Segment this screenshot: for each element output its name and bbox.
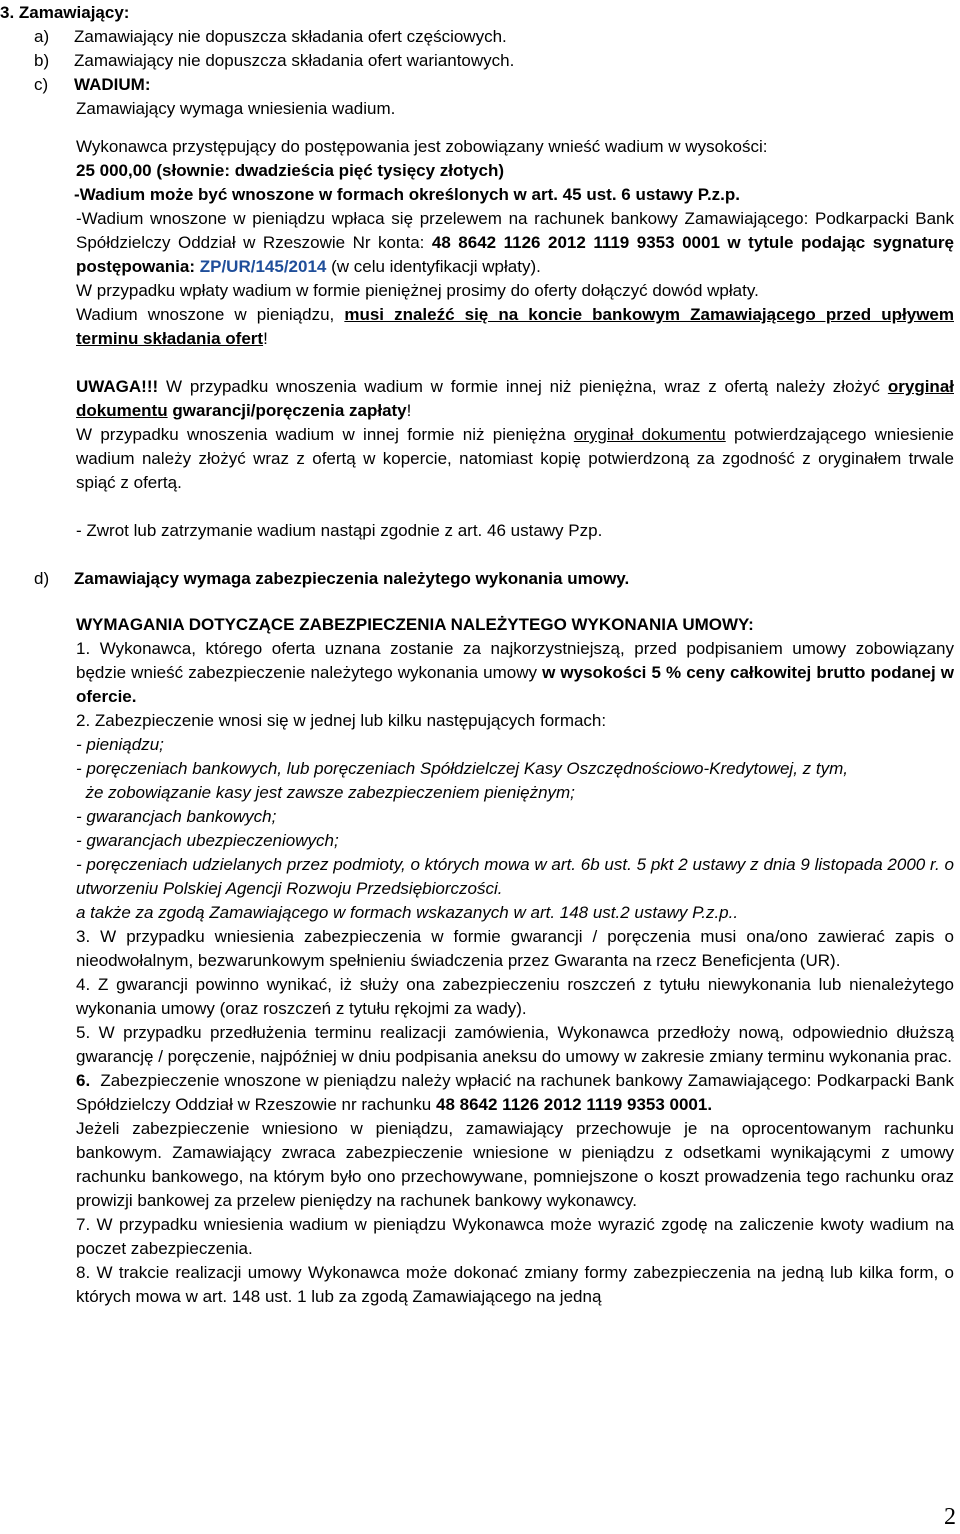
form-bank-sureties: - poręczeniach bankowych, lub poręczeniach Spółdzielczej Kasy Oszczędnościowo-Kredytowej, z tym, [76, 759, 848, 778]
wadium-payment-paragraph [76, 207, 954, 279]
requirements-heading: WYMAGANIA DOTYCZĄCE ZABEZPIECZENIA NALEŻYTEGO WYKONANIA UMOWY: [76, 615, 754, 634]
req-point-6-text: Zabezpieczenie wnoszone w pieniądzu należy wpłacić na rachunek bankowy Zamawiającego: Podkarpacki Bank Spółdzielczy Oddział w Rzeszowie nr rachunku [76, 1071, 959, 1114]
wadium-payment-title-text: w tytule podając sygnaturę postępowania: [76, 233, 954, 276]
req-point-2: 2. Zabezpieczenie wnosi się w jednej lub kilku następujących formach: [76, 711, 607, 730]
req-point-4: 4. Z gwarancji powinno wynikać, iż służy ona zabezpieczeniu roszczeń z tytułu niewykonania lub nienależytego wykonania umowy (oraz roszczeń z tytułu rękojmi za wady). [76, 975, 954, 1018]
uwaga-label: UWAGA!!! [76, 377, 159, 396]
req-point-6-storage: Jeżeli zabezpieczenie wniesiono w pieniądzu, zamawiający przechowuje je na oprocentowanym rachunku bankowym. Zamawiający zwraca zabezpieczenie wniesione w pieniądzu z odsetkami wynikającymi z umowy rachunku bankowego, na którym było ono przechowywane, pomniejszone o koszt prowadzenia tego rachunku oraz prowizji bankowej za przelew pieniędzy na rachunek bankowy wykonawcy. [76, 1119, 954, 1210]
uwaga-guarantee: gwarancji/poręczenia zapłaty [167, 401, 407, 420]
item-a-text: Zamawiający nie dopuszcza składania ofert częściowych. [74, 27, 507, 46]
form-insurance-guarantees: - gwarancjach ubezpieczeniowych; [76, 831, 339, 850]
form-other: a także za zgodą Zamawiającego w formach wskazanych w art. 148 ust.2 ustawy P.z.p.. [76, 903, 739, 922]
wadium-section [0, 97, 954, 543]
requirements-section [0, 613, 959, 1309]
non-cash-original-document: oryginał dokumentu [573, 425, 726, 444]
item-c [0, 73, 954, 97]
wadium-amount-intro: Wykonawca przystępujący do postępowania jest zobowiązany wnieść wadium w wysokości: [76, 137, 768, 156]
uwaga-paragraph [76, 375, 954, 423]
wadium-deadline-text: Wadium wnoszone w pieniądzu, [76, 305, 345, 324]
non-cash-wadium-paragraph [76, 423, 954, 495]
item-d-text: Zamawiający wymaga zabezpieczenia należytego wykonania umowy. [74, 569, 630, 588]
form-bank-guarantees: - gwarancjach bankowych; [76, 807, 277, 826]
req-point-6 [76, 1069, 959, 1117]
item-c-marker: c) [34, 75, 49, 94]
form-cash: - pieniądzu; [76, 735, 164, 754]
req-point-8: 8. W trakcie realizacji umowy Wykonawca może dokonać zmiany formy zabezpieczenia na jedną lub kilka form, o których mowa w art. 148 ust. 1 lub za zgodą Zamawiającego na jedną [76, 1263, 954, 1306]
bank-account-number: 48 8642 1126 2012 1119 9353 0001 [431, 233, 720, 252]
spacer [0, 591, 954, 613]
page-number: 2 [944, 1504, 956, 1530]
form-bank-sureties-note: że zobowiązanie kasy jest zawsze zabezpieczeniem pieniężnym; [76, 783, 575, 802]
req-point-6-account: 48 8642 1126 2012 1119 9353 0001. [436, 1095, 713, 1114]
item-b [0, 49, 954, 73]
item-a-marker: a) [34, 27, 50, 46]
wadium-required: Zamawiający wymaga wniesienia wadium. [76, 99, 396, 118]
wadium-forms: -Wadium może być wnoszone w formach określonych w art. 45 ust. 6 ustawy P.z.p. [74, 185, 740, 204]
req-point-3: 3. W przypadku wniesienia zabezpieczenia w formie gwarancji / poręczenia musi ona/ono zawierać zapis o nieodwołalnym, bezwarunkowym spełnieniu świadczenia przez Gwaranta na rzecz Beneficjenta (UR). [76, 927, 954, 970]
wadium-payment-note: (w celu identyfikacji wpłaty). [326, 257, 541, 276]
spacer [76, 121, 954, 135]
wadium-payment-text: -Wadium wnoszone w pieniądzu wpłaca się przelewem na rachunek bankowy Zamawiającego: Podkarpacki Bank Spółdzielczy Oddział w Rzeszowie Nr konta: [76, 209, 954, 252]
item-d-marker: d) [34, 569, 50, 588]
non-cash-text-2: potwierdzającego wniesienie wadium należy złożyć wraz z ofertą w kopercie, natomiast kopię potwierdzoną za zgodność z oryginałem trwale spiąć z ofertą. [76, 425, 954, 492]
uwaga-original-document: oryginał dokumentu [76, 377, 954, 420]
req-point-6-number: 6. [76, 1071, 91, 1090]
item-d [0, 567, 954, 591]
req-point-1-text: 1. Wykonawca, którego oferta uznana zostanie za najkorzystniejszą, przed podpisaniem umowy zobowiązany będzie wnieść zabezpieczenie należytego wykonania umowy [76, 639, 954, 682]
req-point-1 [76, 637, 954, 709]
req-point-5: 5. W przypadku przedłużenia terminu realizacji zamówienia, Wykonawca przedłoży nową, odpowiednio dłuższą gwarancję / poręczenie, najpóźniej w dniu podpisania aneksu do umowy w zakresie zmiany terminu wykonania prac. [76, 1023, 954, 1066]
req-point-1-amount: w wysokości 5 % ceny całkowitej brutto podanej w ofercie. [76, 663, 954, 706]
wadium-amount: 25 000,00 (słownie: dwadzieścia pięć tysięcy złotych) [76, 161, 505, 180]
non-cash-text: W przypadku wnoszenia wadium w innej formie niż pieniężna [76, 425, 574, 444]
spacer [76, 495, 954, 519]
item-a [0, 25, 954, 49]
uwaga-text: W przypadku wnoszenia wadium w formie innej niż pieniężna, wraz z ofertą należy złożyć [158, 377, 888, 396]
uwaga-end: ! [406, 401, 412, 420]
item-c-title: WADIUM: [74, 75, 151, 94]
wadium-deadline-paragraph [76, 303, 954, 351]
spacer [76, 351, 954, 375]
spacer [0, 543, 954, 567]
section-heading: 3. Zamawiający: [0, 3, 130, 22]
item-b-marker: b) [34, 51, 50, 70]
form-entity-sureties: - poręczeniach udzielanych przez podmioty, o których mowa w art. 6b ust. 5 pkt 2 ustawy z dnia 9 listopada 2000 r. o utworzeniu Polskiej Agencji Rozwoju Przedsiębiorczości. [76, 855, 954, 898]
req-point-7: 7. W przypadku wniesienia wadium w pieniądzu Wykonawca może wyrazić zgodę na zaliczenie kwoty wadium na poczet zabezpieczenia. [76, 1215, 954, 1258]
wadium-return: - Zwrot lub zatrzymanie wadium nastąpi zgodnie z art. 46 ustawy Pzp. [76, 521, 603, 540]
wadium-deadline-emphasis: musi znaleźć się na koncie bankowym Zamawiającego przed upływem terminu składania ofert [76, 305, 954, 348]
wadium-proof-paragraph: W przypadku wpłaty wadium w formie pieniężnej prosimy do oferty dołączyć dowód wpłaty. [76, 281, 759, 300]
item-b-text: Zamawiający nie dopuszcza składania ofert wariantowych. [74, 51, 515, 70]
wadium-deadline-end: ! [263, 329, 268, 348]
procedure-signature: ZP/UR/145/2014 [199, 257, 327, 276]
